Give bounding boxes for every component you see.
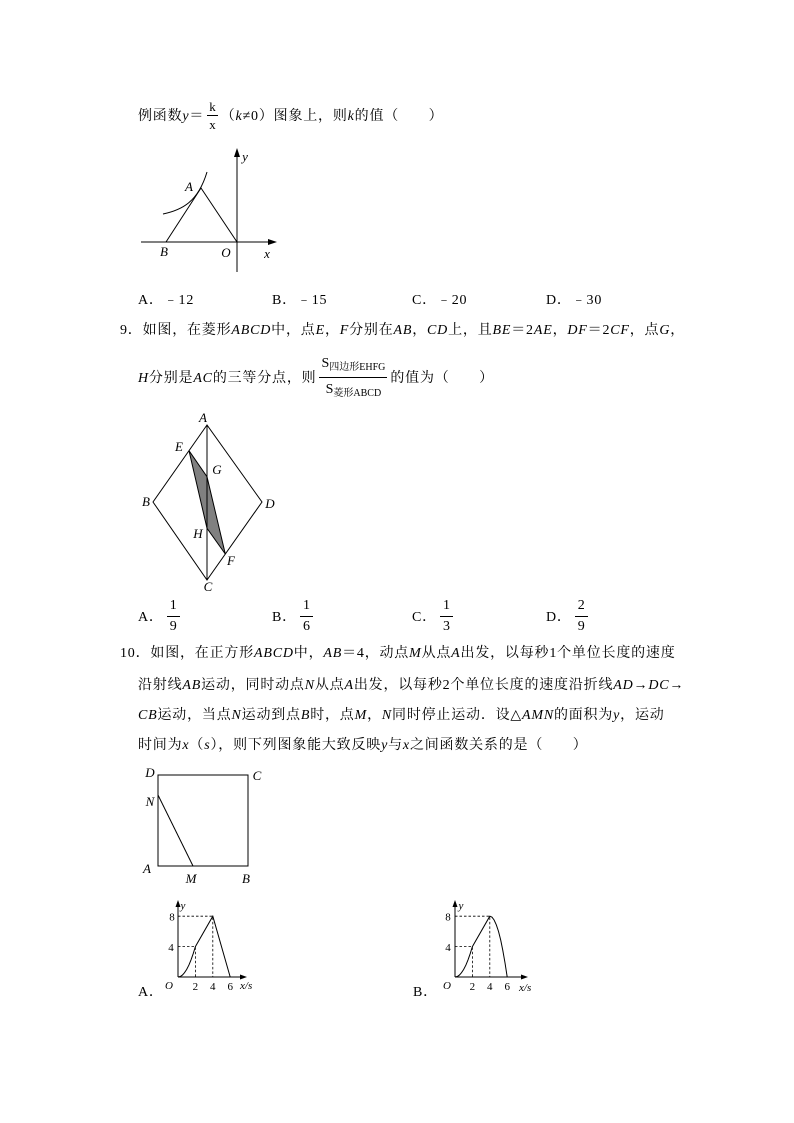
square-abcd (158, 775, 248, 866)
function-curve (178, 916, 230, 977)
q8-stem-prefix: 例函数y＝ (138, 109, 205, 124)
y-tick-label: 4 (168, 942, 174, 954)
q10-stem-line-3: CB运动，当点N运动到点B时，点M，N同时停止运动．设△AMN的面积为y，运动 (138, 708, 665, 723)
function-curve (455, 916, 507, 977)
q9-option-c (412, 594, 456, 638)
option-label: D． (546, 610, 572, 625)
y-tick-label: 8 (445, 911, 451, 924)
x-axis-arrow-icon (521, 975, 528, 980)
option-label: B． (272, 293, 297, 308)
q10-option-a-label: A． (138, 985, 164, 1000)
label-d: D (145, 765, 155, 780)
q9-stem-suffix: 的值为（ ） (390, 371, 494, 386)
fraction-denominator: 3 (442, 618, 450, 634)
label-e: E (175, 439, 183, 454)
option-value: ﹣20 (436, 293, 468, 308)
triangle-abo (166, 188, 237, 242)
q10-option-b-label: B． (413, 985, 438, 1000)
x-tick-label: 2 (469, 981, 476, 993)
plot-area (178, 916, 230, 977)
q9-stem-line-1: 9．如图，在菱形ABCD中，点E，F分别在AB，CD上，且BE＝2AE，DF＝2CF，点G， (120, 323, 686, 338)
y-tick-label: 8 (169, 911, 175, 924)
y-axis-arrow-icon (234, 148, 240, 157)
label-a: A (185, 179, 193, 194)
k-over-x-fraction (207, 98, 218, 133)
label-g: G (212, 462, 222, 477)
q9-figure-rhombus (135, 405, 285, 600)
option-value: ﹣12 (163, 293, 195, 308)
origin-label: O (443, 980, 451, 992)
q9-option-d (546, 594, 591, 638)
option-fraction (300, 596, 313, 637)
fraction-numerator: 1 (167, 596, 180, 617)
label-m: M (185, 871, 197, 886)
label-b: B (160, 244, 168, 259)
q8-option-b (272, 283, 327, 315)
label-n: N (145, 794, 155, 809)
label-c: C (252, 768, 262, 783)
q8-option-d (546, 283, 602, 315)
area-subscript: 菱形ABCD (333, 387, 382, 399)
label-x: x (264, 246, 270, 261)
fraction-numerator: 1 (300, 596, 313, 617)
label-c: C (203, 579, 213, 594)
fraction-denominator: 9 (169, 618, 177, 634)
label-f: F (227, 553, 235, 568)
fraction-numerator: 1 (440, 596, 453, 617)
q9-option-b (272, 594, 316, 638)
fraction-numerator: k (209, 98, 216, 114)
label-d: D (265, 496, 275, 511)
label-a: A (143, 861, 151, 876)
x-axis-arrow-icon (240, 975, 247, 980)
q10-option-b-graph (437, 895, 547, 995)
x-tick-label: 4 (210, 981, 216, 993)
q9-stem-line-2 (138, 349, 494, 405)
option-fraction (575, 596, 588, 637)
area-subscript: 四边形EHFG (329, 361, 386, 373)
q10-stem-line-2: 沿射线AB运动，同时动点N从点A出发，以每秒2个单位长度的速度沿折线AD→DC→ (138, 678, 685, 693)
option-label: A． (138, 293, 164, 308)
dashed-guide-2-4 (455, 947, 472, 977)
y-tick-label: 4 (445, 942, 451, 954)
x-tick-label: 2 (192, 981, 199, 993)
x-axis-label: x/s (240, 980, 253, 992)
option-fraction (167, 596, 180, 637)
label-b: B (242, 871, 250, 886)
plot-area (455, 916, 507, 977)
q8-option-a (138, 283, 194, 315)
q8-stem-suffix: （k≠0）图象上，则k的值（ ） (220, 109, 444, 124)
q10-stem-line-4: 时间为x（s），则下列图象能大致反映y与x之间函数关系的是（ ） (138, 738, 588, 753)
fraction-numerator (319, 352, 387, 378)
q10-stem-line-1: 10．如图，在正方形ABCD中，AB＝4，动点M从点A出发，以每秒1个单位长度的速度 (120, 646, 676, 661)
label-y: y (242, 149, 248, 164)
option-label: C． (412, 293, 437, 308)
label-h: H (193, 526, 203, 541)
area-symbol: S (321, 355, 330, 371)
option-label: D． (546, 293, 572, 308)
q9-option-a (138, 594, 183, 638)
y-axis-label: y (180, 900, 186, 912)
area-symbol: S (325, 381, 334, 397)
x-tick-label: 6 (504, 981, 510, 993)
q10-option-a-graph (160, 895, 270, 995)
fraction-denominator: x (209, 116, 216, 132)
area-ratio-fraction (319, 352, 387, 403)
x-tick-label: 4 (487, 981, 493, 993)
label-a: A (199, 410, 207, 425)
x-axis-arrow-icon (268, 239, 277, 245)
q8-figure-coordinate-plane (135, 142, 285, 277)
option-fraction (440, 596, 453, 637)
fraction-denominator: 9 (577, 618, 585, 634)
x-tick-label: 6 (227, 981, 233, 993)
q8-stem-line (138, 97, 443, 133)
segment-nm (158, 795, 193, 866)
q8-option-c (412, 283, 467, 315)
option-value: ﹣15 (296, 293, 328, 308)
dashed-guide-2-4 (178, 947, 195, 977)
option-label: A． (138, 610, 164, 625)
q10-figure-square (138, 760, 270, 890)
y-axis-arrow-icon (453, 900, 458, 907)
origin-label: O (165, 980, 173, 992)
option-label: C． (412, 610, 437, 625)
label-b: B (142, 494, 150, 509)
option-label: B． (272, 610, 297, 625)
x-axis-label: x/s (519, 982, 532, 994)
y-axis-label: y (458, 900, 464, 912)
q9-stem-prefix: H分别是AC的三等分点，则 (138, 371, 317, 386)
label-o: O (221, 245, 231, 260)
fraction-denominator: 6 (302, 618, 310, 634)
fraction-numerator: 2 (575, 596, 588, 617)
option-value: ﹣30 (571, 293, 603, 308)
fraction-denominator (324, 378, 384, 403)
